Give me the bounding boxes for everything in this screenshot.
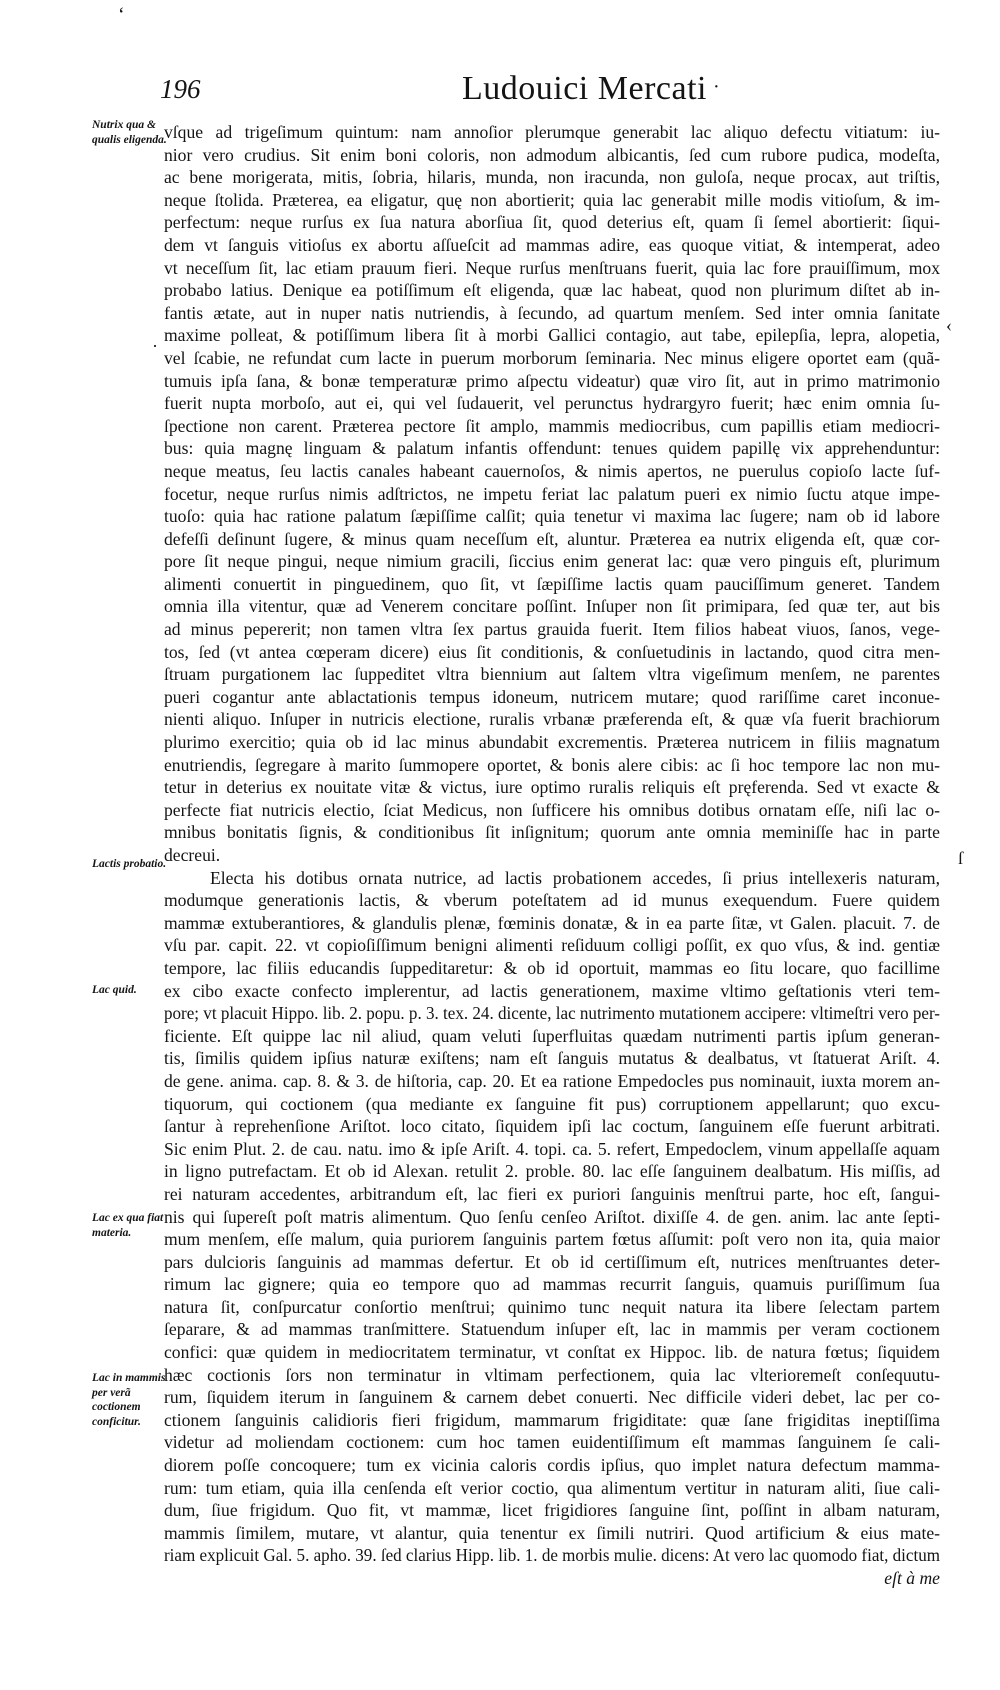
edge-mark-left: · xyxy=(152,336,158,356)
text-line: ficiente. Eſt quippe lac nil aliud, quam veluti ſuperfluitas quædam nutrimenti partis ipſum generan- xyxy=(164,1025,940,1046)
text-line: fuerit nupta morboſo, aut ei, qui vel ſudauerit, vel perunctus hydrargyro fuerit; hæc enim omnia ſu- xyxy=(164,393,940,414)
text-line: rimum lac gignere; quia eo tempore quo ad mammas recurrit ſanguis, quamuis puriſſimum ſua xyxy=(164,1274,940,1295)
text-line: ex cibo exacte confecto implerentur, ad lactis generationem, maxime vltimo geſtationis vteri tem- xyxy=(164,980,940,1001)
text-line: perfectum: neque rurſus ex ſua natura aborſiua ſit, quod deterius eſt, quam ſi ſemel abortierit: ſiqui- xyxy=(164,212,940,233)
text-line: tetur in deterius ex nouitate vitæ & victus, iure optimo ruralis reliquis eſt pręferenda. Sed vt exacte & xyxy=(164,777,940,798)
text-line: riam explicuit Gal. 5. apho. 39. ſed clarius Hipp. lib. 1. de morbis mulie. dicens: At vero lac quomodo fiat, dictum xyxy=(164,1545,940,1566)
page-number: 196 xyxy=(160,74,201,104)
text-line: plurimo exercitio; quia ob id lac minus abundabit excrementis. Præterea nutricem in filiis magnatum xyxy=(164,732,940,753)
text-line: tos, ſed (vt antea cœperam dicere) eius ſit conditionis, & conſuetudinis in lactando, quod citra men- xyxy=(164,641,940,662)
text-line: ctionem ſanguinis calidioris fieri frigidum, mammarum frigiditate: quæ ſane frigiditas ineptiſſima xyxy=(164,1409,940,1430)
text-line: nis qui ſupereſt poſt matris alimentum. Quo ſenſu cenſeo Ariſtot. dixiſſe 4. de gen. anim. lac ante ſepti- xyxy=(164,1206,940,1227)
text-line: neque ſtolida. Præterea, ea eligatur, quę non abortierit; quia lac generabit mille modis vitioſum, & im- xyxy=(164,189,940,210)
text-line: defeſſi deſinunt ſugere, & minus quam neceſſum eſt, aluntur. Præterea ea nutrix eligenda eſt, quæ cor- xyxy=(164,528,940,549)
text-line: enutriendis, ſegregare à marito ſummopere oportet, & bonis alere cibis: ac ſi hoc tempore lac non mu- xyxy=(164,754,940,775)
text-line: vt neceſſum ſit, lac etiam prauum fieri. Neque rurſus menſtruans fuerit, quia lac fore prauiſſimum, mox xyxy=(164,257,940,278)
text-line: mnibus bonitatis ſignis, & conditionibus ſit inſignitum; quorum ante omnia meminiſſe hac in parte xyxy=(164,822,940,843)
text-line: pueri cogantur ante ablactationis tempus idoneum, nutricem mutare; quod rariſſime caret inconue- xyxy=(164,686,940,707)
corner-mark: ‘ xyxy=(118,4,125,26)
text-line: dem vt ſanguis vitioſus ex abortu aſſueſcit ad mammas adire, eas quoque vitiat, & intemperat, adeo xyxy=(164,234,940,255)
text-line: Sic enim Plut. 2. de cau. natu. imo & ipſe Ariſt. 4. topi. ca. 5. refert, Empedoclem, vinum appellaſſe aquam xyxy=(164,1138,940,1159)
text-line: ſtruam purgationem lac ſuppeditet vltra biennium aut ſaltem vltra vigeſimum menſem, ne parentes xyxy=(164,664,940,685)
text-line: alimenti conuertit in pinguedinem, quo ſit, vt ſæpiſſime lactis quam pauciſſimum generet. Tandem xyxy=(164,573,940,594)
text-line: de gene. anima. cap. 8. & 3. de hiſtoria, cap. 20. Et ea ratione Empedocles pus nominauit, iuxta morem an- xyxy=(164,1070,940,1091)
body-text xyxy=(164,121,940,1590)
text-line: tumuis ipſa ſana, & bonæ temperaturæ primo aſpectu videatur) quæ viro ſit, aut in primo matrimonio xyxy=(164,370,940,391)
text-line: vſu par. capit. 22. vt copioſiſſimum benigni alimenti reſiduum colligi poſſit, ex quo vſus, & ind. gentiæ xyxy=(164,935,940,956)
text-line: ſeparare, & ad mammas tranſmittere. Statuendum inſuper eſt, lac in mammis per veram coctionem xyxy=(164,1319,940,1340)
text-line: vel ſcabie, ne refundat cum lacte in puerum morborum ſeminaria. Nec minus eligere oportet eam (quã- xyxy=(164,347,940,368)
text-line: videtur ad moliendam coctionem: cum hoc tamen euidentiſſimum eſt mammas ſanguinem ſe cali- xyxy=(164,1432,940,1453)
text-line: tempore, lac filiis educandis ſuppeditaretur: & ob id oportuit, mammas eo ſitu locare, quo facillime xyxy=(164,957,940,978)
text-line: tuoſo: quia hac ratione palatum ſæpiſſime calſit; quia tenetur vi maxima lac ſugere; nam ob id labore xyxy=(164,506,940,527)
text-line: decreui. xyxy=(164,845,221,865)
text-line: vſque ad trigeſimum quintum: nam annoſior plerumque generabit lac aliquo defectu vitiatum: iu- xyxy=(164,122,940,142)
text-line: hæc coctionis ſors non terminatur in vltimam perfectionem, quia lac vlterioremeſt conſequutu- xyxy=(164,1364,940,1385)
running-head: Ludouici Mercati xyxy=(462,70,707,107)
edge-mark-lower-right: ſ xyxy=(958,848,964,868)
text-line: ad minus pepererit; non tamen vltra ſex partus grauida fuerit. Item filios habeat viuos, ſanos, vege- xyxy=(164,619,940,640)
text-line: omnia illa vitentur, quæ ad Venerem concitare poſſint. Inſuper non ſit primipara, ſed quæ ter, aut bis xyxy=(164,596,940,617)
text-line: rum: tum etiam, quia illa cenſenda eſt verior coctio, qua alimentum vertitur in naturam aliti, ſiue cali- xyxy=(164,1477,940,1498)
text-line: Electa his dotibus ornata nutrice, ad lactis probationem accedes, ſi prius intellexeris naturam, xyxy=(210,867,940,888)
margin-note-nutrix: Nutrix qua & qualis eligenda. xyxy=(92,119,167,146)
text-line: tis, ſimilis quidem ipſius naturæ exiſtens; nam eſt ſanguis mutatus & dealbatus, vt ſtatuerat Ariſt. 4. xyxy=(164,1048,940,1069)
text-line: perfecte fiat nutricis electio, ſciat Medicus, non ſufficere his omnibus dotibus ornatam eſſe, niſi lac o- xyxy=(164,799,940,820)
text-line: maxime polleat, & potiſſimum libera ſit à morbi Gallici contagio, aut tabe, epilepſia, lepra, alopetia, xyxy=(164,325,940,346)
text-line: mum menſem, eſſe malum, quia puriorem ſanguinis partem fœtus aſſumit: poſt vero non ita, quia maior xyxy=(164,1229,940,1250)
text-line: mammæ extuberantiores, & glandulis plenæ, fœminis donatæ, & in ea parte ſitæ, vt Galen. placuit. 7. de xyxy=(164,912,940,933)
text-line: diorem poſſe concoquere; tum ex vicinia caloris cordis ipſius, quo implet natura defectum mamma- xyxy=(164,1455,940,1476)
text-line: ac bene morigerata, mitis, ſobria, hilaris, munda, non iracunda, non guloſa, neque procax, aut triſtis, xyxy=(164,167,940,188)
text-line: rei naturam accedentes, arbitrandum eſt, lac fieri ex puriori ſanguinis menſtrui parte, hoc eſt, ſangui- xyxy=(164,1183,940,1204)
text-line: nienti aliquo. Inſuper in nutricis electione, ruralis vrbanæ præferenda eſt, & quæ vſa fuerit brachiorum xyxy=(164,709,940,730)
text-line: confici: quæ quidem in mediocritatem terminatur, vt conſtat ex Hippoc. lib. de natura fœtus; ſiquidem xyxy=(164,1342,940,1363)
text-line: pars dulcioris ſanguinis ad mammas defertur. Et ob id certiſſimum eſt, nutrices menſtruantes deter- xyxy=(164,1251,940,1272)
catchword: eſt à me xyxy=(884,1568,940,1588)
text-line: focetur, neque rurſus nimis adſtrictos, ne impetu feriat lac palatum pueri ex nimio ſuctu atque impe- xyxy=(164,483,940,504)
text-line: pore; vt placuit Hippo. lib. 2. popu. p. 3. tex. 24. dicente, lac nutrimento mutationem accipere: vltimeſtri vero per- xyxy=(164,1003,940,1024)
text-line: neque meatus, ſeu lactis canales habeant cauernoſos, & nimis apertos, ne puerulus copioſo lacte ſuf- xyxy=(164,460,940,481)
text-line: ſpectione non carent. Præterea pectore ſit amplo, mammis mediocribus, cum papillis etiam mediocri- xyxy=(164,415,940,436)
text-line: mammis ſimilem, mutare, vt alantur, quia tenentur ex ſimili nutriri. Quod artificium & eius mate- xyxy=(164,1522,940,1543)
text-line: tiquorum, qui coctionem (qua mediante ex ſanguine fit pus) corruptionem appellarunt; quo excu- xyxy=(164,1093,940,1114)
text-line: nior vero crudius. Sit enim boni coloris, non admodum albicantis, ſed cum rubore pudica, modeſta, xyxy=(164,144,940,165)
margin-note-lac-quid: Lac quid. xyxy=(92,984,137,996)
margin-note-lac-ex-qua: Lac ex qua fiat materia. xyxy=(92,1212,164,1239)
text-line: ſantur à reprehenſione Ariſtot. loco citato, ſiquidem ipſi lac coctum, ſanguinem eſſe fuerunt arbitrati. xyxy=(164,1116,940,1137)
text-line: fantis ætate, aut in nuper natis nutriendis, à ſecundo, ad quartum menſem. Sed inter omnia ſanitate xyxy=(164,302,940,323)
text-line: pore ſit neque pingui, neque nimium gracili, ſiccius enim generat lac: quæ vero pinguis eſt, plurimum xyxy=(164,551,940,572)
text-line: in ligno putrefactam. Et ob id Alexan. retulit 2. proble. 80. lac eſſe ſanguinem dealbatum. His miſſis, ad xyxy=(164,1161,940,1182)
text-line: rum, ſiquidem iterum in ſanguinem & carnem debet conuerti. Nec difficile videri debet, lac per co- xyxy=(164,1387,940,1408)
text-line: probabo latius. Denique ea potiſſimum eſt eligenda, quæ lac habeat, quod non plurimum diſtet ab in- xyxy=(164,280,940,301)
text-line: dum, ſiue frigidum. Quo fit, vt mammæ, licet frigidiores ſanguine ſint, poſſint in albam naturam, xyxy=(164,1500,940,1521)
head-dot: · xyxy=(713,76,720,98)
text-line: bus: quia magnę linguam & palatum infantis offendunt: tenues quidem papillę vix apprehenduntur: xyxy=(164,438,940,459)
edge-mark-right: ‹ xyxy=(946,315,952,335)
text-line: modumque generationis lactis, & vberum poteſtatem ad id munus exequendum. Fuere quidem xyxy=(164,890,940,911)
margin-note-lactis-probatio: Lactis probatio. xyxy=(92,858,167,870)
margin-note-lac-in-mammis: Lac in mammis per verã coctionem conficitur. xyxy=(92,1372,166,1428)
text-line: natura ſit, conſpurcatur conſortio menſtrui; quinimo tunc nequit natura ita libere ſelectam partem xyxy=(164,1296,940,1317)
